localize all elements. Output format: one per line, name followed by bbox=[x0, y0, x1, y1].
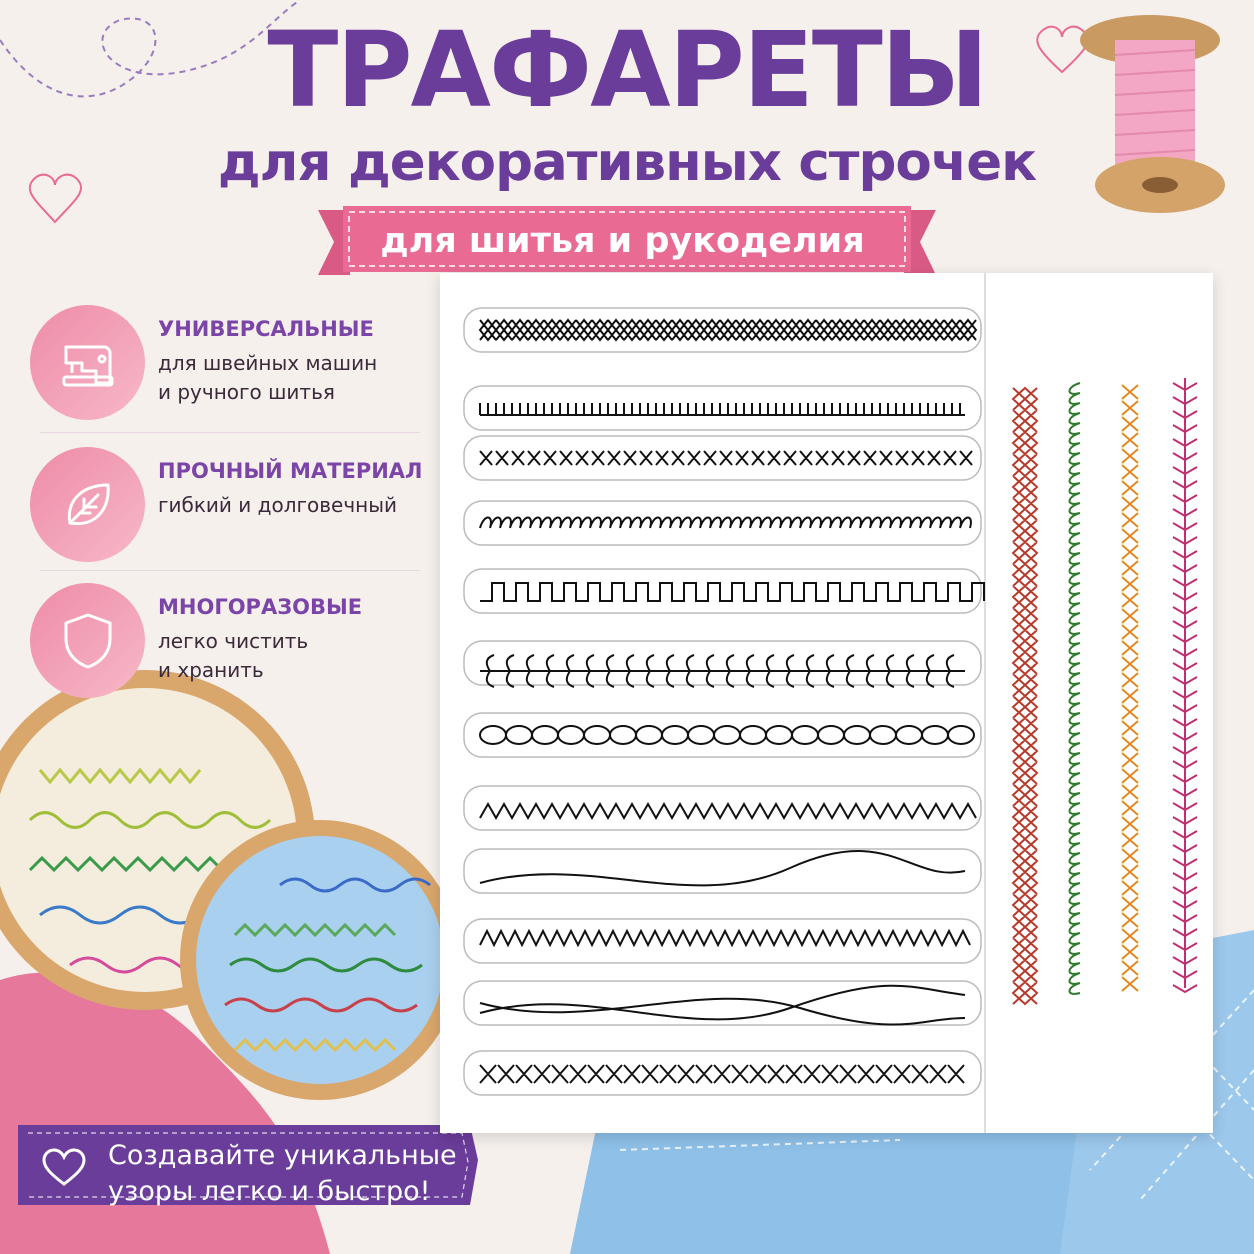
feature-title: УНИВЕРСАЛЬНЫЕ bbox=[158, 317, 374, 341]
feature-title: МНОГОРАЗОВЫЕ bbox=[158, 595, 363, 619]
divider bbox=[40, 432, 420, 433]
ribbon-label: для шитья и рукоделия bbox=[380, 221, 865, 261]
bottom-banner-text: Создавайте уникальные узоры легко и быстро! bbox=[108, 1140, 457, 1207]
feature-description: для швейных машин и ручного шитья bbox=[158, 351, 378, 404]
feature-description: легко чистить и хранить bbox=[158, 629, 309, 682]
shield-icon bbox=[60, 611, 116, 671]
feature-title: ПРОЧНЫЙ МАТЕРИАЛ bbox=[158, 459, 423, 483]
feature-icon-circle bbox=[30, 305, 145, 420]
feature-universal bbox=[30, 305, 450, 420]
feature-reusable bbox=[30, 583, 450, 698]
stencil-sheet bbox=[440, 273, 1213, 1133]
stitch-cross bbox=[480, 451, 972, 465]
divider bbox=[40, 570, 420, 571]
stitch-twist bbox=[480, 986, 965, 1025]
page-subtitle: для декоративных строчек bbox=[217, 132, 1037, 193]
vertical-fly-stitch bbox=[1173, 378, 1197, 992]
stitch-chain bbox=[480, 726, 974, 744]
stencil-patterns bbox=[440, 273, 1213, 1133]
embroidery-hoop-blue bbox=[180, 820, 460, 1100]
stitch-fly bbox=[480, 804, 976, 818]
stitch-herringbone bbox=[480, 1065, 964, 1083]
feature-material bbox=[30, 447, 450, 562]
stitch-wave bbox=[480, 851, 965, 885]
heart-icon bbox=[42, 1148, 86, 1188]
stencil-outline bbox=[464, 919, 981, 963]
stencil-outline bbox=[464, 641, 981, 685]
feature-icon-circle bbox=[30, 583, 145, 698]
stencil-outline bbox=[464, 569, 981, 613]
feature-description: гибкий и долговечный bbox=[158, 493, 397, 517]
stitch-feather bbox=[480, 655, 965, 687]
page-title: ТРАФАРЕТЫ bbox=[267, 9, 987, 131]
stencil-outline bbox=[464, 436, 981, 480]
vertical-diamond-stitch bbox=[1013, 388, 1037, 1004]
leaf-icon bbox=[58, 475, 118, 535]
stencil-outline bbox=[464, 849, 981, 893]
stencil-outline bbox=[464, 713, 981, 757]
stitch-loop bbox=[480, 518, 971, 529]
stitch-square bbox=[480, 583, 984, 601]
stitch-blanket bbox=[480, 403, 965, 415]
sewing-machine-icon bbox=[58, 333, 118, 393]
stitch-diamond bbox=[480, 320, 976, 340]
stitch-zigzag bbox=[480, 931, 970, 945]
stencil-outline bbox=[464, 786, 981, 830]
feature-icon-circle bbox=[30, 447, 145, 562]
vertical-loop-stitch bbox=[1070, 383, 1081, 994]
vertical-cross-stitch bbox=[1122, 385, 1138, 991]
